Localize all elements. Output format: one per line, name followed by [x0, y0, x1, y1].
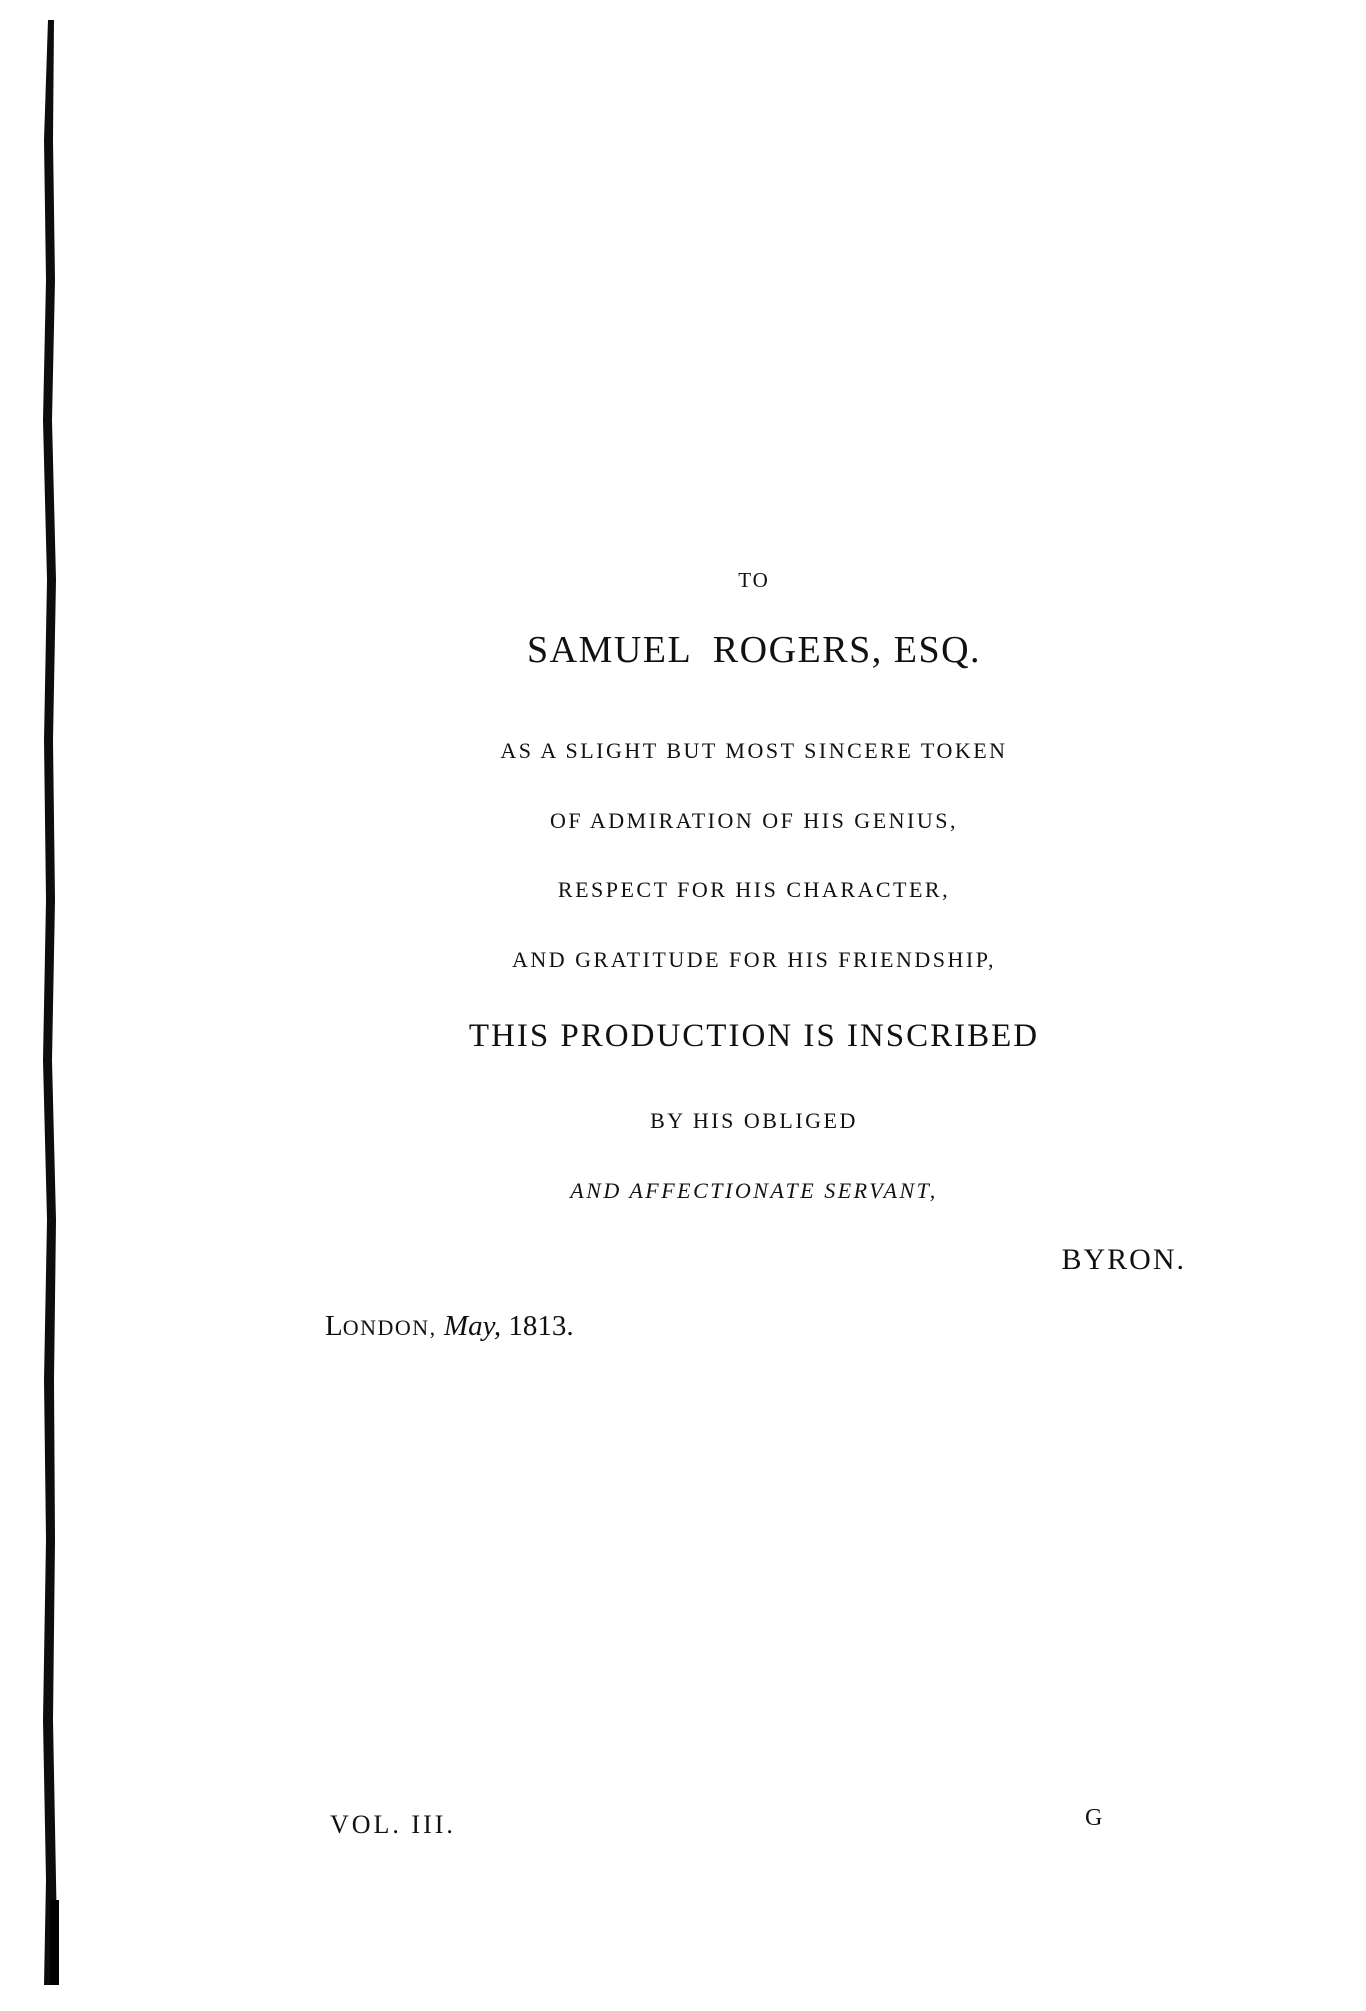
dedication-line-4: AND GRATITUDE FOR HIS FRIENDSHIP,	[511, 947, 997, 972]
place-initial: L	[325, 1310, 343, 1342]
dedication-line-1: AS A SLIGHT BUT MOST SINCERE TOKEN	[500, 738, 1008, 763]
dedication-to: TO	[738, 568, 770, 592]
date-month: May,	[443, 1310, 502, 1342]
place-rest: ONDON,	[342, 1315, 437, 1340]
dedicatee-name: SAMUEL ROGERS, ESQ.	[526, 629, 982, 671]
author-signature: BYRON.	[1061, 1243, 1186, 1276]
signature-mark: G	[1085, 1805, 1103, 1831]
dedication-line-3: RESPECT FOR HIS CHARACTER,	[557, 877, 951, 902]
dedication-line-2: OF ADMIRATION OF HIS GENIUS,	[550, 808, 958, 833]
volume-label: VOL. III.	[330, 1810, 456, 1839]
dedication-line-6: BY HIS OBLIGED	[650, 1108, 858, 1133]
date-year: 1813.	[508, 1310, 574, 1342]
place-date	[325, 1310, 574, 1343]
dedication-line-7: AND AFFECTIONATE SERVANT,	[570, 1178, 938, 1203]
dedication-line-5: THIS PRODUCTION IS INSCRIBED	[468, 1018, 1040, 1054]
binding-edge	[40, 20, 70, 1985]
